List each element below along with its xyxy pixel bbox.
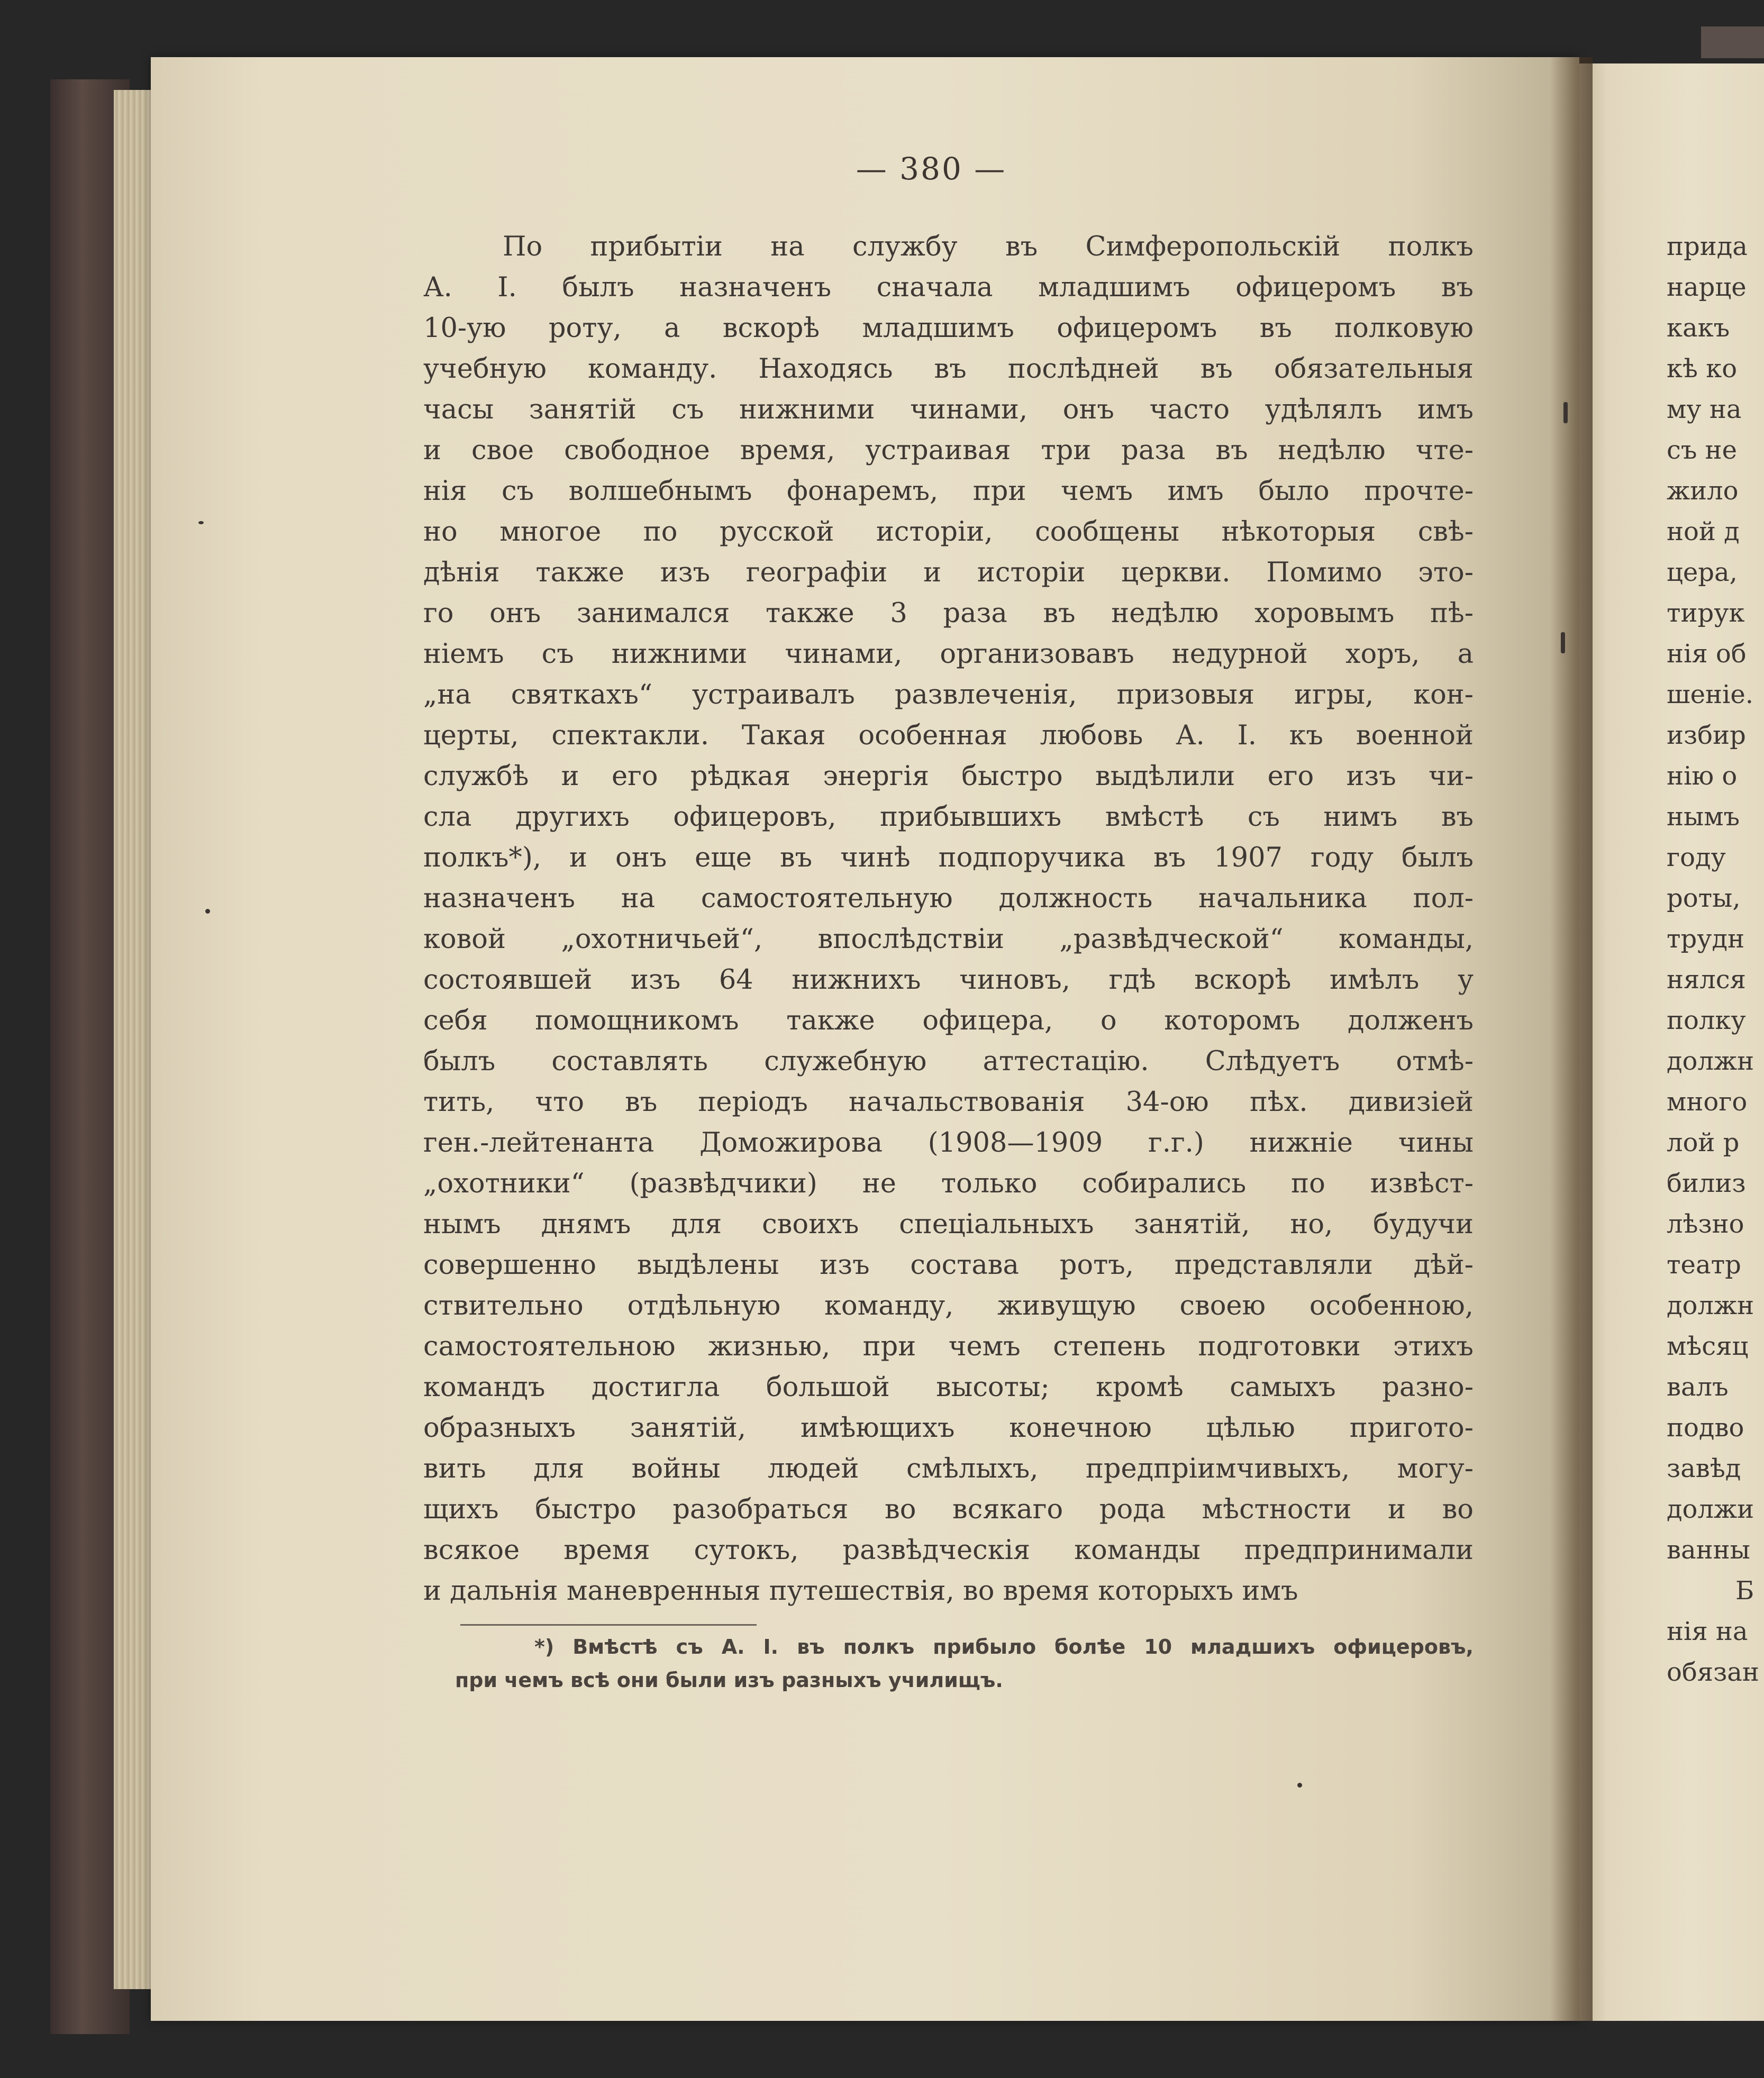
right-page-line: нію о (1667, 761, 1738, 791)
body-line: но многое по русской исторіи, сообщены нѣкоторыя свѣ- (423, 516, 1474, 548)
right-page-line: должн (1667, 1291, 1754, 1320)
body-line: и дальнія маневренныя путешествія, во время которыхъ имъ (423, 1575, 1298, 1607)
paper-speck (1561, 632, 1565, 653)
body-line: полкъ*), и онъ еще въ чинѣ подпоручика въ 1907 году былъ (423, 842, 1474, 873)
body-line: дѣнія также изъ географіи и исторіи церкви. Помимо это- (423, 557, 1474, 588)
right-page-line: шеніе. (1667, 680, 1754, 709)
body-line: назначенъ на самостоятельную должность начальника пол- (423, 883, 1474, 914)
right-page-line: роты, (1667, 883, 1741, 913)
body-line: службѣ и его рѣдкая энергія быстро выдѣлили его изъ чи- (423, 761, 1474, 792)
book-corner (1701, 26, 1764, 58)
right-page-line: какъ (1667, 313, 1730, 343)
right-page-line: жило (1667, 476, 1739, 506)
body-line: самостоятельною жизнью, при чемъ степень подготовки этихъ (423, 1331, 1474, 1362)
body-line: всякое время сутокъ, развѣдческія команды предпринимали (423, 1535, 1474, 1566)
body-line: вить для войны людей смѣлыхъ, предпріимчивыхъ, могу- (423, 1453, 1474, 1484)
body-line: А. І. былъ назначенъ сначала младшимъ офицеромъ въ (423, 272, 1474, 303)
body-text (423, 226, 1474, 1611)
paper-speck (1297, 1783, 1302, 1788)
book-gutter (1550, 57, 1593, 2021)
footnote (455, 1630, 1474, 1697)
body-line: сла другихъ офицеровъ, прибывшихъ вмѣстѣ съ нимъ въ (423, 801, 1474, 833)
right-page-line: тирук (1667, 598, 1745, 628)
body-line: образныхъ занятій, имѣющихъ конечною цѣлью пригото- (423, 1412, 1474, 1444)
right-page-line: прида (1667, 232, 1748, 261)
body-line: состоявшей изъ 64 нижнихъ чиновъ, гдѣ вскорѣ имѣлъ у (423, 964, 1474, 996)
right-page-line: кѣ ко (1667, 354, 1738, 384)
body-line: командъ достигла большой высоты; кромѣ самыхъ разно- (423, 1372, 1474, 1403)
right-page-line: нія об (1667, 639, 1747, 669)
right-page-line: обязан (1667, 1657, 1759, 1687)
body-line: нымъ днямъ для своихъ спеціальныхъ занятій, но, будучи (423, 1209, 1474, 1240)
body-line: щихъ быстро разобраться во всякаго рода мѣстности и во (423, 1494, 1474, 1525)
body-line: себя помощникомъ также офицера, о которомъ долженъ (423, 1005, 1474, 1036)
right-page-line: театр (1667, 1250, 1741, 1280)
right-page-line: ной д (1667, 517, 1740, 546)
paper-speck (198, 521, 204, 524)
body-line: тить, что въ періодъ начальствованія 34-ою пѣх. дивизіей (423, 1087, 1474, 1118)
right-page-line: нарце (1667, 272, 1747, 302)
paper-speck (1563, 402, 1568, 423)
page-number: — 380 — (856, 151, 1007, 187)
footnote-line: при чемъ всѣ они были изъ разныхъ училищъ. (455, 1669, 1003, 1692)
right-page-line: лой р (1667, 1128, 1740, 1158)
body-line: ніемъ съ нижними чинами, организовавъ недурной хоръ, а (423, 639, 1474, 670)
right-page-line: валъ (1667, 1372, 1729, 1402)
right-page-line: трудн (1667, 924, 1745, 954)
body-line: учебную команду. Находясь въ послѣдней въ обязательныя (423, 353, 1474, 385)
right-page-line: подво (1667, 1413, 1744, 1443)
right-page-line: лѣзно (1667, 1209, 1744, 1239)
body-line: „на святкахъ“ устраивалъ развлеченія, призовыя игры, кон- (423, 679, 1474, 710)
right-page-line: нялся (1667, 965, 1746, 995)
footnote-line: *) Вмѣстѣ съ А. І. въ полкъ прибыло болѣе 10 младшихъ офицеровъ, (534, 1635, 1474, 1658)
right-page-line: завѣд (1667, 1454, 1741, 1483)
right-page-text (1667, 226, 1764, 1693)
footnote-rule (460, 1624, 757, 1626)
right-page-line: билиз (1667, 1169, 1746, 1198)
right-page-line: должи (1667, 1494, 1754, 1524)
body-line: ствительно отдѣльную команду, живущую своею особенною, (423, 1290, 1474, 1321)
body-line: ковой „охотничьей“, впослѣдствіи „развѣдческой“ команды, (423, 924, 1474, 955)
body-line: 10-ую роту, а вскорѣ младшимъ офицеромъ въ полковую (423, 313, 1474, 344)
body-line: и свое свободное время, устраивая три раза въ недѣлю чте- (423, 435, 1474, 466)
right-page-line: должн (1667, 1046, 1754, 1076)
body-line: часы занятій съ нижними чинами, онъ часто удѣлялъ имъ (423, 394, 1474, 425)
body-line: ген.-лейтенанта Доможирова (1908—1909 г.г.) нижніе чины (423, 1127, 1474, 1159)
right-page-line: нія на (1667, 1617, 1748, 1646)
body-line: По прибытіи на службу въ Симферопольскій полкъ (503, 231, 1474, 262)
body-line: совершенно выдѣлены изъ состава ротъ, представляли дѣй- (423, 1250, 1474, 1281)
body-line: былъ составлять служебную аттестацію. Слѣдуетъ отмѣ- (423, 1046, 1474, 1077)
right-page-line: полку (1667, 1006, 1746, 1035)
right-page-line: году (1667, 843, 1726, 872)
right-page-line: мѣсяц (1667, 1332, 1749, 1361)
right-page-line: избир (1667, 721, 1746, 750)
body-line: церты, спектакли. Такая особенная любовь А. І. къ военной (423, 720, 1474, 751)
right-page-line: нымъ (1667, 802, 1740, 832)
right-page-line: съ не (1667, 435, 1738, 465)
right-page-line: ванны (1667, 1535, 1750, 1565)
body-line: го онъ занимался также 3 раза въ недѣлю хоровымъ пѣ- (423, 598, 1474, 629)
paper-speck (205, 909, 210, 914)
right-page-line: Б (1735, 1576, 1754, 1606)
right-page-line: много (1667, 1087, 1748, 1117)
right-page-line: цера, (1667, 558, 1738, 587)
body-line: нія съ волшебнымъ фонаремъ, при чемъ имъ было прочте- (423, 476, 1474, 507)
right-page-line: му на (1667, 395, 1742, 424)
body-line: „охотники“ (развѣдчики) не только собирались по извѣст- (423, 1168, 1474, 1199)
